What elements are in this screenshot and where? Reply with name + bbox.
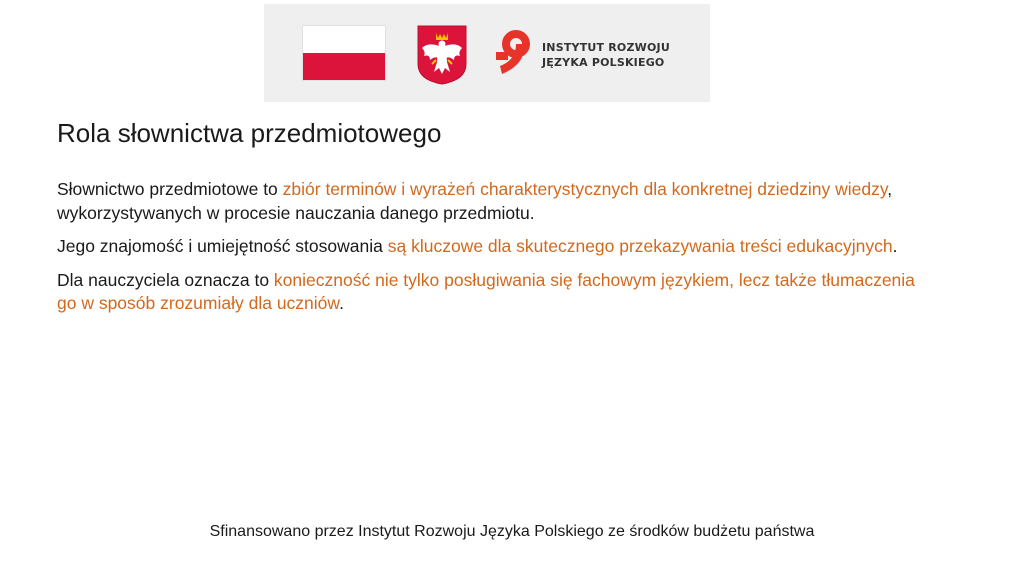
polish-flag-icon	[302, 25, 386, 81]
polish-coat-of-arms-icon	[416, 24, 468, 86]
paragraph-3-text-c: .	[339, 293, 344, 313]
institute-name-line2: JĘZYKA POLSKIEGO	[542, 56, 665, 69]
paragraph-2-highlight: są kluczowe dla skutecznego przekazywania treści edukacyjnych	[387, 236, 893, 256]
funding-footer: Sfinansowano przez Instytut Rozwoju Języka Polskiego ze środków budżetu państwa	[209, 523, 815, 540]
slide-title: Rola słownictwa przedmiotowego	[57, 118, 442, 148]
irjp-logo-icon	[496, 28, 534, 78]
paragraph-2-text-a: Jego znajomość i umiejętność stosowania	[57, 236, 388, 256]
logo-bar	[264, 4, 710, 102]
institute-name-line1: INSTYTUT ROZWOJU	[542, 41, 670, 54]
paragraph-1	[57, 178, 937, 225]
paragraph-3-highlight: konieczność nie tylko posługiwania się fachowym językiem, lecz także tłumaczenia go w sposób zrozumiały dla uczniów	[57, 269, 915, 313]
paragraph-3-text-a: Dla nauczyciela oznacza to	[57, 269, 274, 290]
paragraph-1-text-a: Słownictwo przedmiotowe to	[57, 179, 283, 199]
institute-name	[542, 40, 670, 70]
paragraph-3	[57, 269, 937, 316]
paragraph-2	[57, 235, 937, 259]
paragraph-1-text-c: , wykorzystywanych w procesie nauczania danego przedmiotu.	[57, 179, 893, 223]
paragraph-2-text-c: .	[892, 236, 898, 256]
paragraph-1-highlight: zbiór terminów i wyrażeń charakterystycznych dla konkretnej dziedziny wiedzy	[282, 179, 888, 199]
slide-body	[57, 178, 937, 326]
